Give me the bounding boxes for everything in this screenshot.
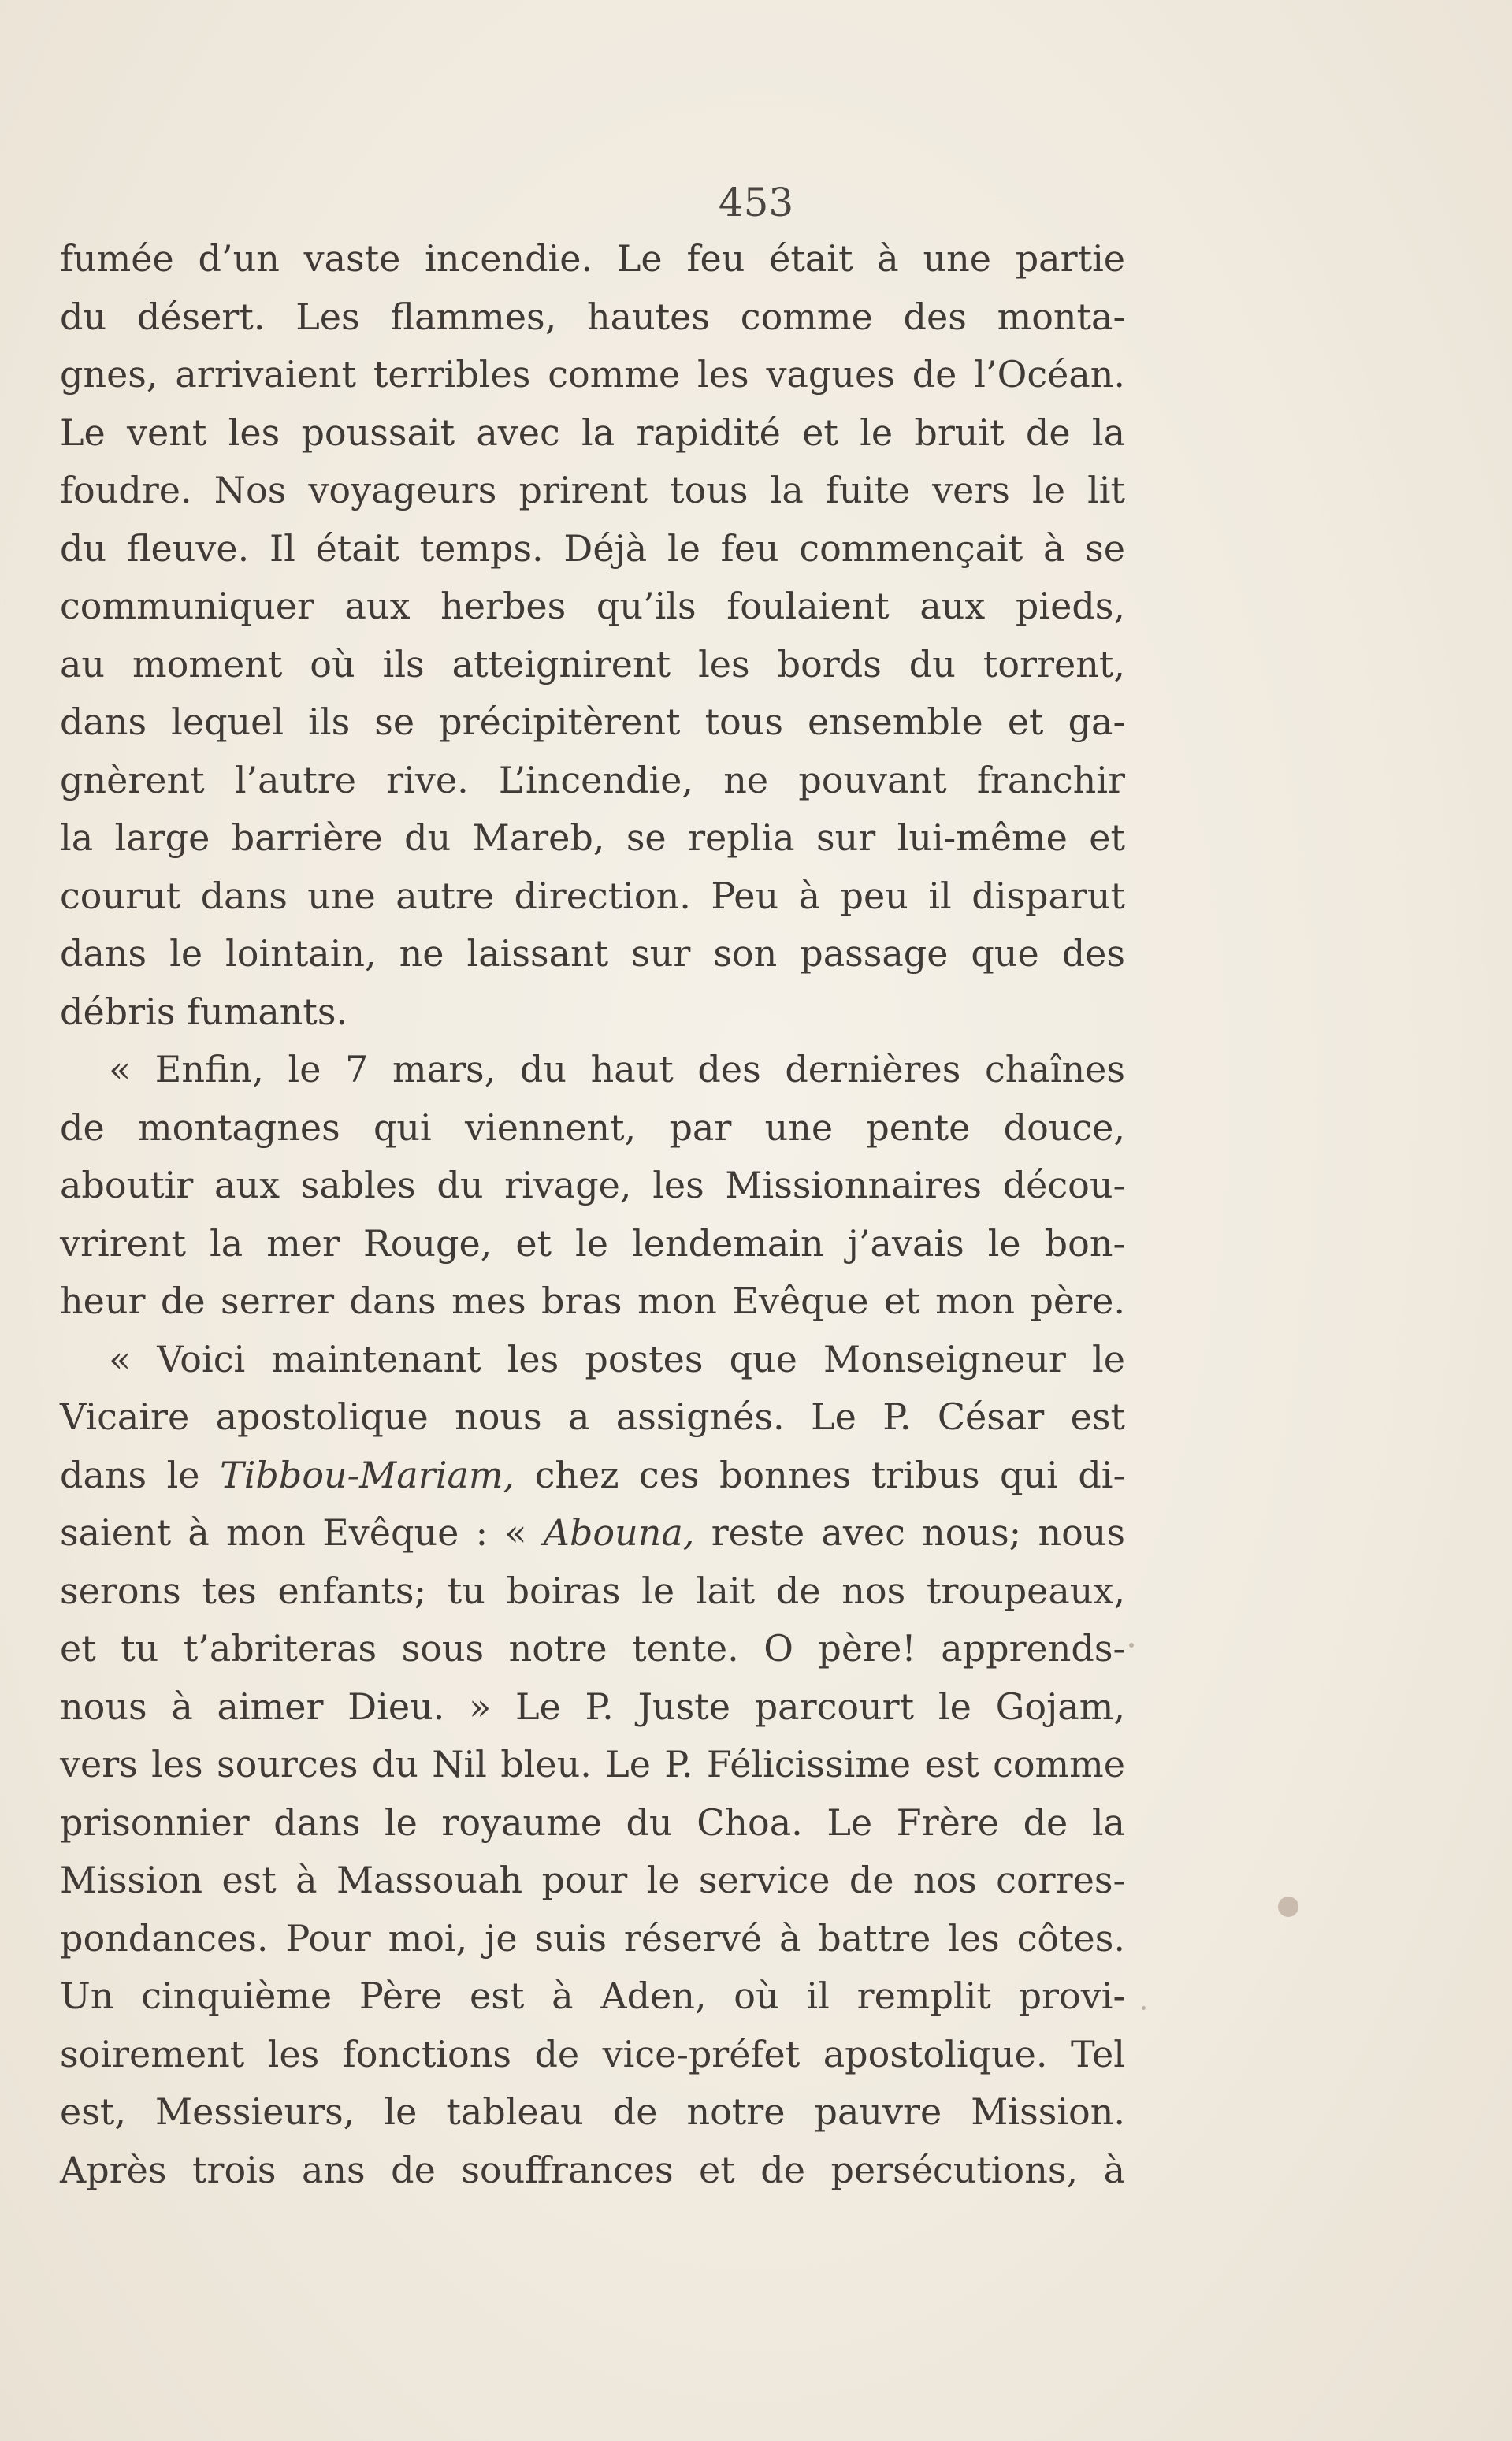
- text-line: [60, 1447, 1125, 1505]
- text-line: fumée d’un vaste incendie. Le feu était à une partie: [60, 237, 1125, 280]
- text-line: et tu t’abriteras sous notre tente. O père! apprends-: [60, 1627, 1125, 1670]
- text-line: vrirent la mer Rouge, et le lendemain j’avais le bon-: [60, 1221, 1125, 1265]
- text-line: serons tes enfants; tu boiras le lait de nos troupeaux,: [60, 1569, 1125, 1612]
- text-line: nous à aimer Dieu. » Le P. Juste parcourt le Gojam,: [60, 1685, 1125, 1728]
- italic-term: Tibbou-Mariam,: [220, 1453, 515, 1496]
- body-text: [60, 230, 1125, 2199]
- text-line: du fleuve. Il était temps. Déjà le feu commençait à se: [60, 526, 1125, 570]
- text-line: Le vent les poussait avec la rapidité et le bruit de la: [60, 411, 1125, 454]
- text-line: dans le lointain, ne laissant sur son passage que des: [60, 932, 1125, 975]
- text-line: dans lequel ils se précipitèrent tous ensemble et ga-: [60, 700, 1125, 743]
- text-line: communiquer aux herbes qu’ils foulaient aux pieds,: [60, 585, 1125, 627]
- text-line: débris fumants.: [60, 990, 348, 1033]
- text-segment: saient à mon Evêque : «: [60, 1511, 527, 1554]
- text-line: du désert. Les flammes, hautes comme des monta-: [60, 295, 1125, 338]
- text-line: [60, 1504, 1125, 1562]
- page-number: 453: [718, 180, 794, 225]
- text-line: « Enfin, le 7 mars, du haut des dernières chaînes: [109, 1048, 1125, 1090]
- text-line: est, Messieurs, le tableau de notre pauvre Mission.: [60, 2090, 1125, 2133]
- text-line: Mission est à Massouah pour le service de nos corres-: [60, 1859, 1125, 1901]
- text-line: Un cinquième Père est à Aden, où il remplit provi-: [60, 1975, 1125, 2017]
- text-line: soirement les fonctions de vice-préfet apostolique. Tel: [60, 2032, 1125, 2075]
- text-line: de montagnes qui viennent, par une pente douce,: [60, 1105, 1125, 1149]
- text-line: courut dans une autre direction. Peu à peu il disparut: [60, 874, 1125, 917]
- text-line: prisonnier dans le royaume du Choa. Le Frère de la: [60, 1800, 1125, 1844]
- text-segment: reste avec nous; nous: [711, 1511, 1125, 1554]
- text-line: gnes, arrivaient terribles comme les vagues de l’Océan.: [60, 353, 1125, 396]
- text-line: foudre. Nos voyageurs prirent tous la fuite vers le lit: [60, 469, 1125, 511]
- text-line: aboutir aux sables du rivage, les Missionnaires décou-: [60, 1164, 1125, 1206]
- italic-term: Abouna,: [543, 1511, 695, 1554]
- text-line: Vicaire apostolique nous a assignés. Le P. César est: [60, 1395, 1125, 1438]
- text-line: la large barrière du Mareb, se replia sur lui-même et: [60, 816, 1125, 859]
- paper-speck: [1129, 1643, 1134, 1648]
- text-line: au moment où ils atteignirent les bords du torrent,: [60, 642, 1125, 685]
- text-segment: chez ces bonnes tribus qui di-: [534, 1453, 1126, 1496]
- paper-speck: [1142, 2006, 1146, 2010]
- text-line: « Voici maintenant les postes que Monseigneur le: [109, 1337, 1125, 1380]
- text-line: vers les sources du Nil bleu. Le P. Félicissime est comme: [60, 1743, 1125, 1785]
- text-line: pondances. Pour moi, je suis réservé à battre les côtes.: [60, 1916, 1125, 1960]
- text-line: gnèrent l’autre rive. L’incendie, ne pouvant franchir: [60, 758, 1125, 801]
- text-line: Après trois ans de souffrances et de persécutions, à: [60, 2148, 1125, 2191]
- paper-speck: [1278, 1897, 1298, 1917]
- text-line: heur de serrer dans mes bras mon Evêque et mon père.: [60, 1280, 1125, 1322]
- text-segment: dans le: [60, 1453, 200, 1496]
